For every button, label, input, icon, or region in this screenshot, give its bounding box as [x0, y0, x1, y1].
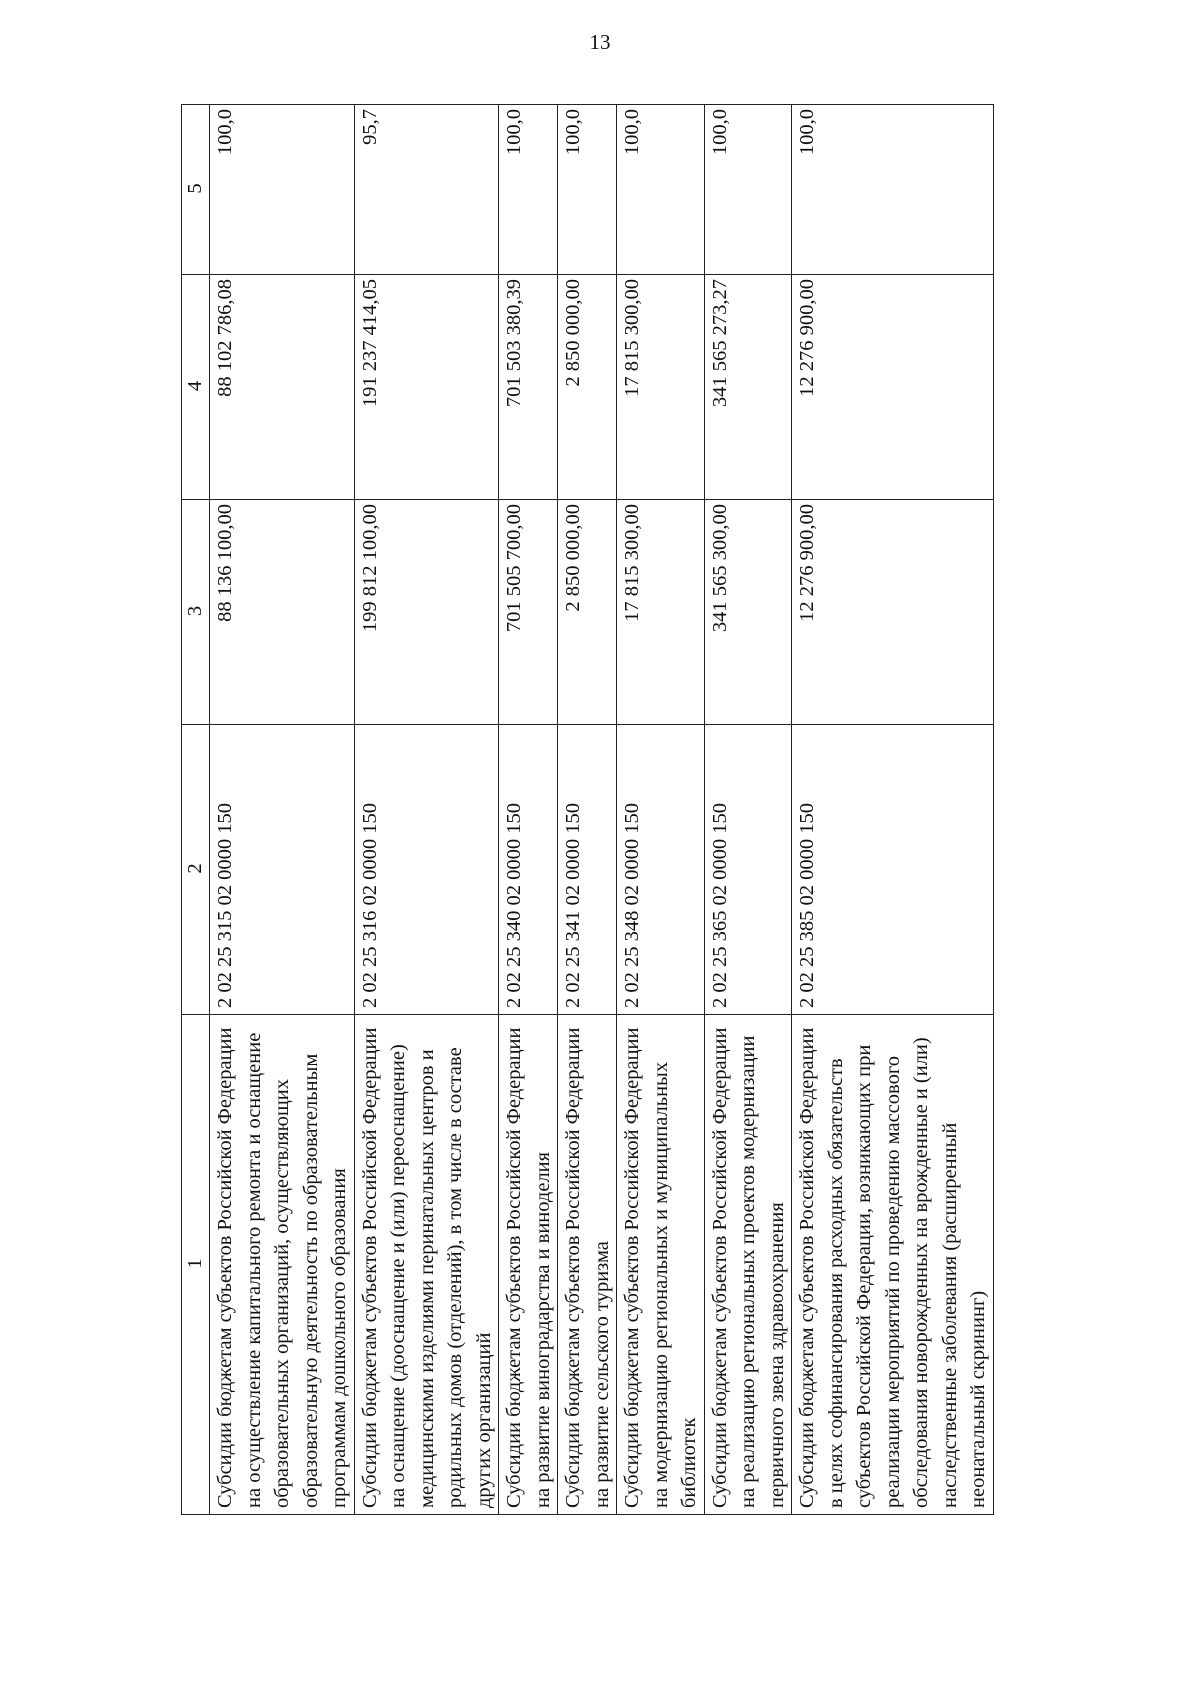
budget-code: 2 02 25 316 02 0000 150: [354, 725, 499, 1015]
execution-percent: 100,0: [704, 105, 792, 275]
actual-amount: 12 276 900,00: [792, 275, 994, 500]
column-header-4: 4: [182, 275, 210, 500]
subsidy-name: Субсидии бюджетам субъектов Российской Федерации на развитие виноградарства и виноделия: [499, 1015, 558, 1515]
execution-percent: 100,0: [792, 105, 994, 275]
execution-percent: 100,0: [558, 105, 617, 275]
actual-amount: 191 237 414,05: [354, 275, 499, 500]
table-row: [704, 105, 792, 1515]
budget-code: 2 02 25 315 02 0000 150: [210, 725, 355, 1015]
column-header-3: 3: [182, 500, 210, 725]
table-row: [354, 105, 499, 1515]
execution-percent: 100,0: [210, 105, 355, 275]
table-row: [499, 105, 558, 1515]
subsidies-table: [181, 104, 994, 1515]
planned-amount: 341 565 300,00: [704, 500, 792, 725]
table-header-row: [182, 105, 210, 1515]
budget-code: 2 02 25 348 02 0000 150: [617, 725, 705, 1015]
rotated-table-container: [181, 105, 989, 1515]
page-number: 13: [589, 30, 611, 54]
subsidy-name: Субсидии бюджетам субъектов Российской Федерации на оснащение (дооснащение и (или) переоснащение) медицинскими изделиями перинатальных центров и родильных домов (отделений), в том числе в составе других организаций: [354, 1015, 499, 1515]
actual-amount: 17 815 300,00: [617, 275, 705, 500]
column-header-5: 5: [182, 105, 210, 275]
execution-percent: 100,0: [617, 105, 705, 275]
planned-amount: 88 136 100,00: [210, 500, 355, 725]
subsidy-name: Субсидии бюджетам субъектов Российской Федерации на реализацию региональных проектов модернизации первичного звена здравоохранения: [704, 1015, 792, 1515]
planned-amount: 12 276 900,00: [792, 500, 994, 725]
budget-code: 2 02 25 385 02 0000 150: [792, 725, 994, 1015]
budget-code: 2 02 25 365 02 0000 150: [704, 725, 792, 1015]
table-row: [792, 105, 994, 1515]
execution-percent: 95,7: [354, 105, 499, 275]
table-row: [558, 105, 617, 1515]
actual-amount: 341 565 273,27: [704, 275, 792, 500]
column-header-1: 1: [182, 1015, 210, 1515]
table-row: [617, 105, 705, 1515]
planned-amount: 2 850 000,00: [558, 500, 617, 725]
planned-amount: 701 505 700,00: [499, 500, 558, 725]
column-header-2: 2: [182, 725, 210, 1015]
actual-amount: 88 102 786,08: [210, 275, 355, 500]
subsidy-name: Субсидии бюджетам субъектов Российской Федерации на осуществление капитального ремонта и оснащение образовательных организаций, осуществляющих образовательную деятельность по образовательным программам дошкольного образования: [210, 1015, 355, 1515]
planned-amount: 199 812 100,00: [354, 500, 499, 725]
execution-percent: 100,0: [499, 105, 558, 275]
planned-amount: 17 815 300,00: [617, 500, 705, 725]
budget-code: 2 02 25 340 02 0000 150: [499, 725, 558, 1015]
actual-amount: 701 503 380,39: [499, 275, 558, 500]
subsidy-name: Субсидии бюджетам субъектов Российской Федерации на модернизацию региональных и муниципальных библиотек: [617, 1015, 705, 1515]
budget-code: 2 02 25 341 02 0000 150: [558, 725, 617, 1015]
subsidy-name: Субсидии бюджетам субъектов Российской Федерации на развитие сельского туризма: [558, 1015, 617, 1515]
subsidy-name: Субсидии бюджетам субъектов Российской Федерации в целях софинансирования расходных обязательств субъектов Российской Федерации, возникающих при реализации мероприятий по проведению массового обследования новорожденных на врожденные и (или) наследственные заболевания (расширенный неонатальный скрининг): [792, 1015, 994, 1515]
actual-amount: 2 850 000,00: [558, 275, 617, 500]
table-row: [210, 105, 355, 1515]
